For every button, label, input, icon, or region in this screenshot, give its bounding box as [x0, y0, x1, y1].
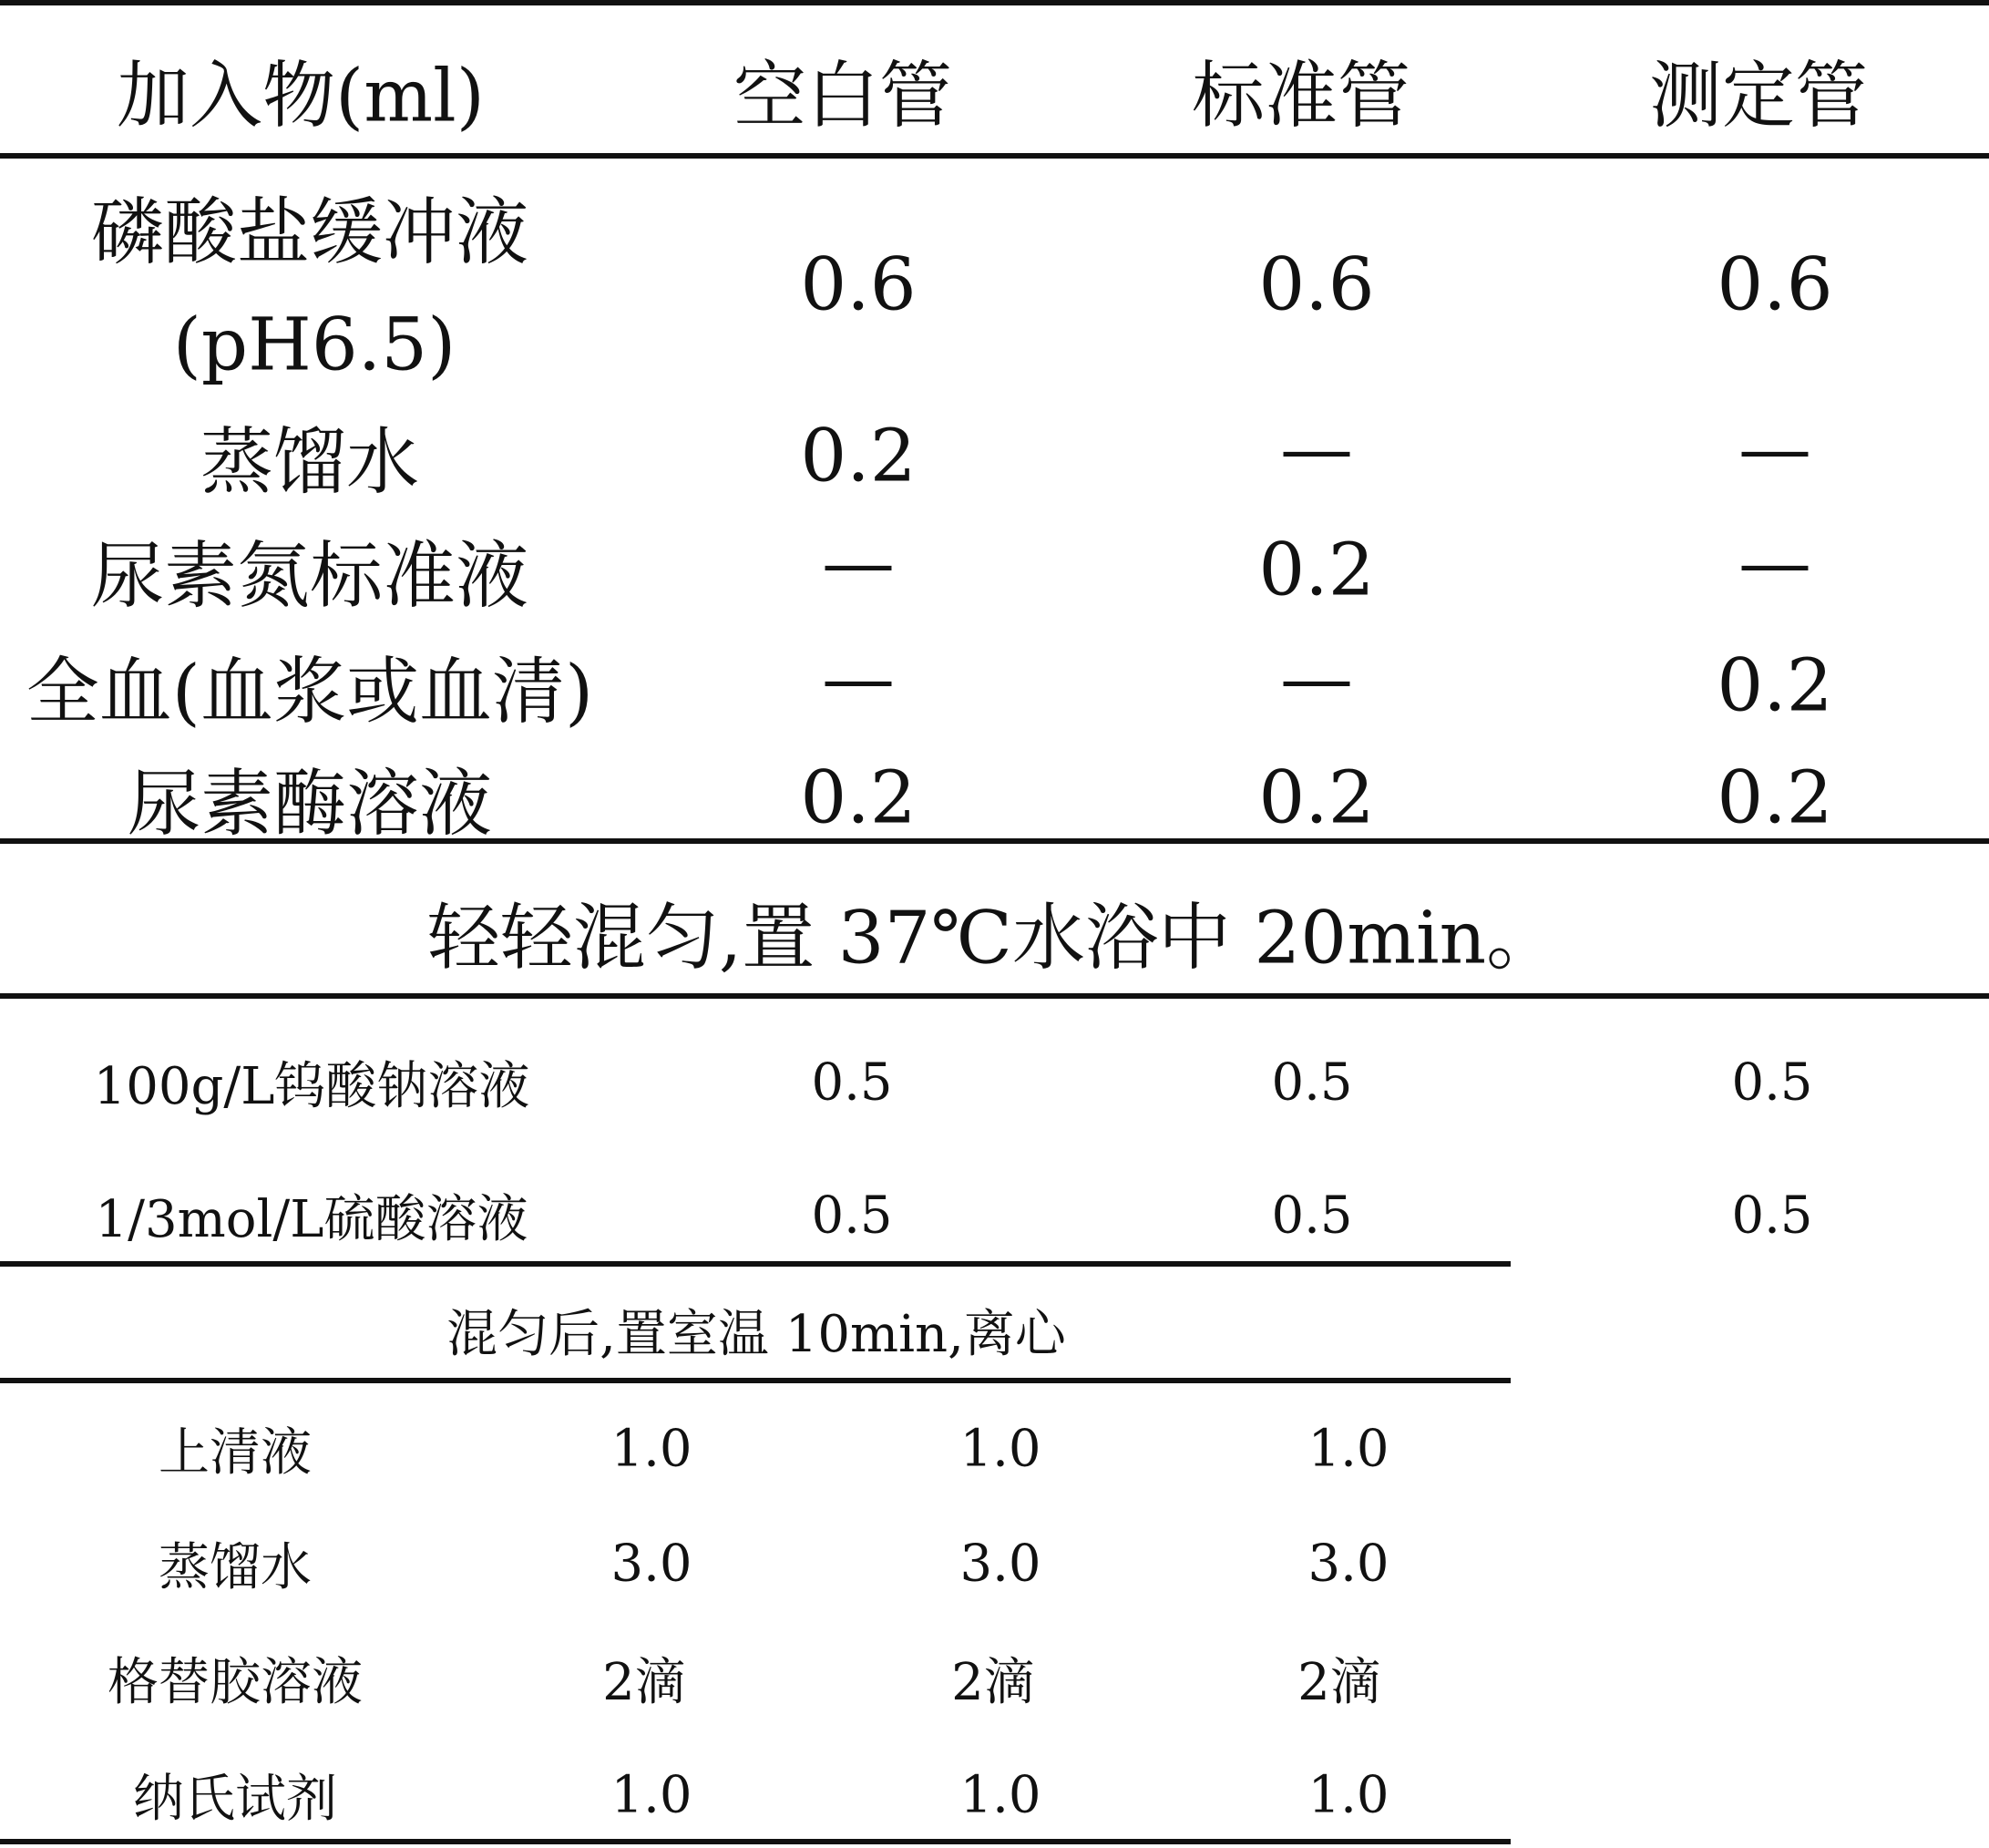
- cell-value: 3.0: [959, 1534, 1041, 1594]
- row-label-sodium-tungstate: 100g/L钨酸钠溶液: [93, 1057, 530, 1116]
- cell-value: 0.2: [1258, 755, 1375, 840]
- cell-value: —: [1280, 406, 1353, 491]
- cell-value: 1.0: [610, 1765, 692, 1825]
- cell-value: 0.6: [1717, 241, 1833, 327]
- cell-value: —: [1280, 635, 1353, 721]
- cell-value: —: [1738, 406, 1811, 491]
- cell-value: 0.2: [1717, 755, 1833, 840]
- cell-value: 0.2: [1717, 642, 1833, 728]
- step1-instruction: 轻轻混匀,置 37℃水浴中 20min。: [426, 895, 1560, 980]
- cell-value: 1.0: [1307, 1419, 1389, 1479]
- section2-bottom-rule: [0, 1261, 1511, 1267]
- cell-value: 0.5: [1271, 1186, 1353, 1246]
- header-col-sample: 测定管: [1649, 53, 1868, 139]
- cell-value: 0.5: [811, 1186, 893, 1246]
- cell-value: 0.2: [800, 413, 917, 498]
- cell-value: —: [1738, 519, 1811, 605]
- cell-value: 1.0: [959, 1419, 1041, 1479]
- cell-value: 0.5: [1731, 1052, 1813, 1113]
- cell-value: 0.6: [800, 241, 917, 327]
- bottom-rule: [0, 1839, 1511, 1844]
- cell-value: 0.5: [1731, 1186, 1813, 1246]
- header-col-standard: 标准管: [1192, 53, 1410, 139]
- cell-value: 2滴: [1297, 1653, 1381, 1712]
- cell-value: 0.6: [1258, 241, 1375, 327]
- cell-value: 0.2: [800, 755, 917, 840]
- row-label-distilled-water-2: 蒸馏水: [159, 1538, 312, 1597]
- row-label-phosphate-buffer: 磷酸盐缓冲液: [91, 190, 528, 275]
- cell-value: 2滴: [951, 1653, 1035, 1712]
- row-label-supernatant: 上清液: [159, 1423, 312, 1483]
- row-label-sulfuric-acid: 1/3mol/L硫酸溶液: [95, 1190, 528, 1249]
- row-label-gelatin: 格替胶溶液: [108, 1653, 363, 1712]
- cell-value: —: [822, 519, 895, 605]
- header-col-added: 加入物(ml): [117, 53, 485, 139]
- cell-value: 1.0: [610, 1419, 692, 1479]
- step2-instruction: 混匀后,置室温 10min,离心: [446, 1305, 1066, 1364]
- cell-value: —: [822, 635, 895, 721]
- row-label-phosphate-buffer-ph: (pH6.5): [172, 302, 456, 387]
- row-label-whole-blood: 全血(血浆或血清): [26, 649, 594, 734]
- header-rule: [0, 153, 1989, 159]
- cell-value: 0.5: [1271, 1052, 1353, 1113]
- row-label-urea-standard: 尿素氮标准液: [91, 533, 528, 619]
- cell-value: 0.5: [811, 1052, 893, 1113]
- header-col-blank: 空白管: [733, 53, 952, 139]
- cell-value: 0.2: [1258, 527, 1375, 612]
- cell-value: 1.0: [959, 1765, 1041, 1825]
- step2-bottom-rule: [0, 1378, 1511, 1383]
- cell-value: 3.0: [1307, 1534, 1389, 1594]
- row-label-nessler-reagent: 纳氏试剂: [133, 1770, 337, 1829]
- top-rule: [0, 0, 1989, 5]
- cell-value: 1.0: [1307, 1765, 1389, 1825]
- row-label-urease: 尿素酶溶液: [128, 761, 492, 847]
- row-label-distilled-water: 蒸馏水: [200, 419, 419, 505]
- cell-value: 3.0: [610, 1534, 692, 1594]
- step1-bottom-rule: [0, 993, 1989, 999]
- cell-value: 2滴: [602, 1653, 686, 1712]
